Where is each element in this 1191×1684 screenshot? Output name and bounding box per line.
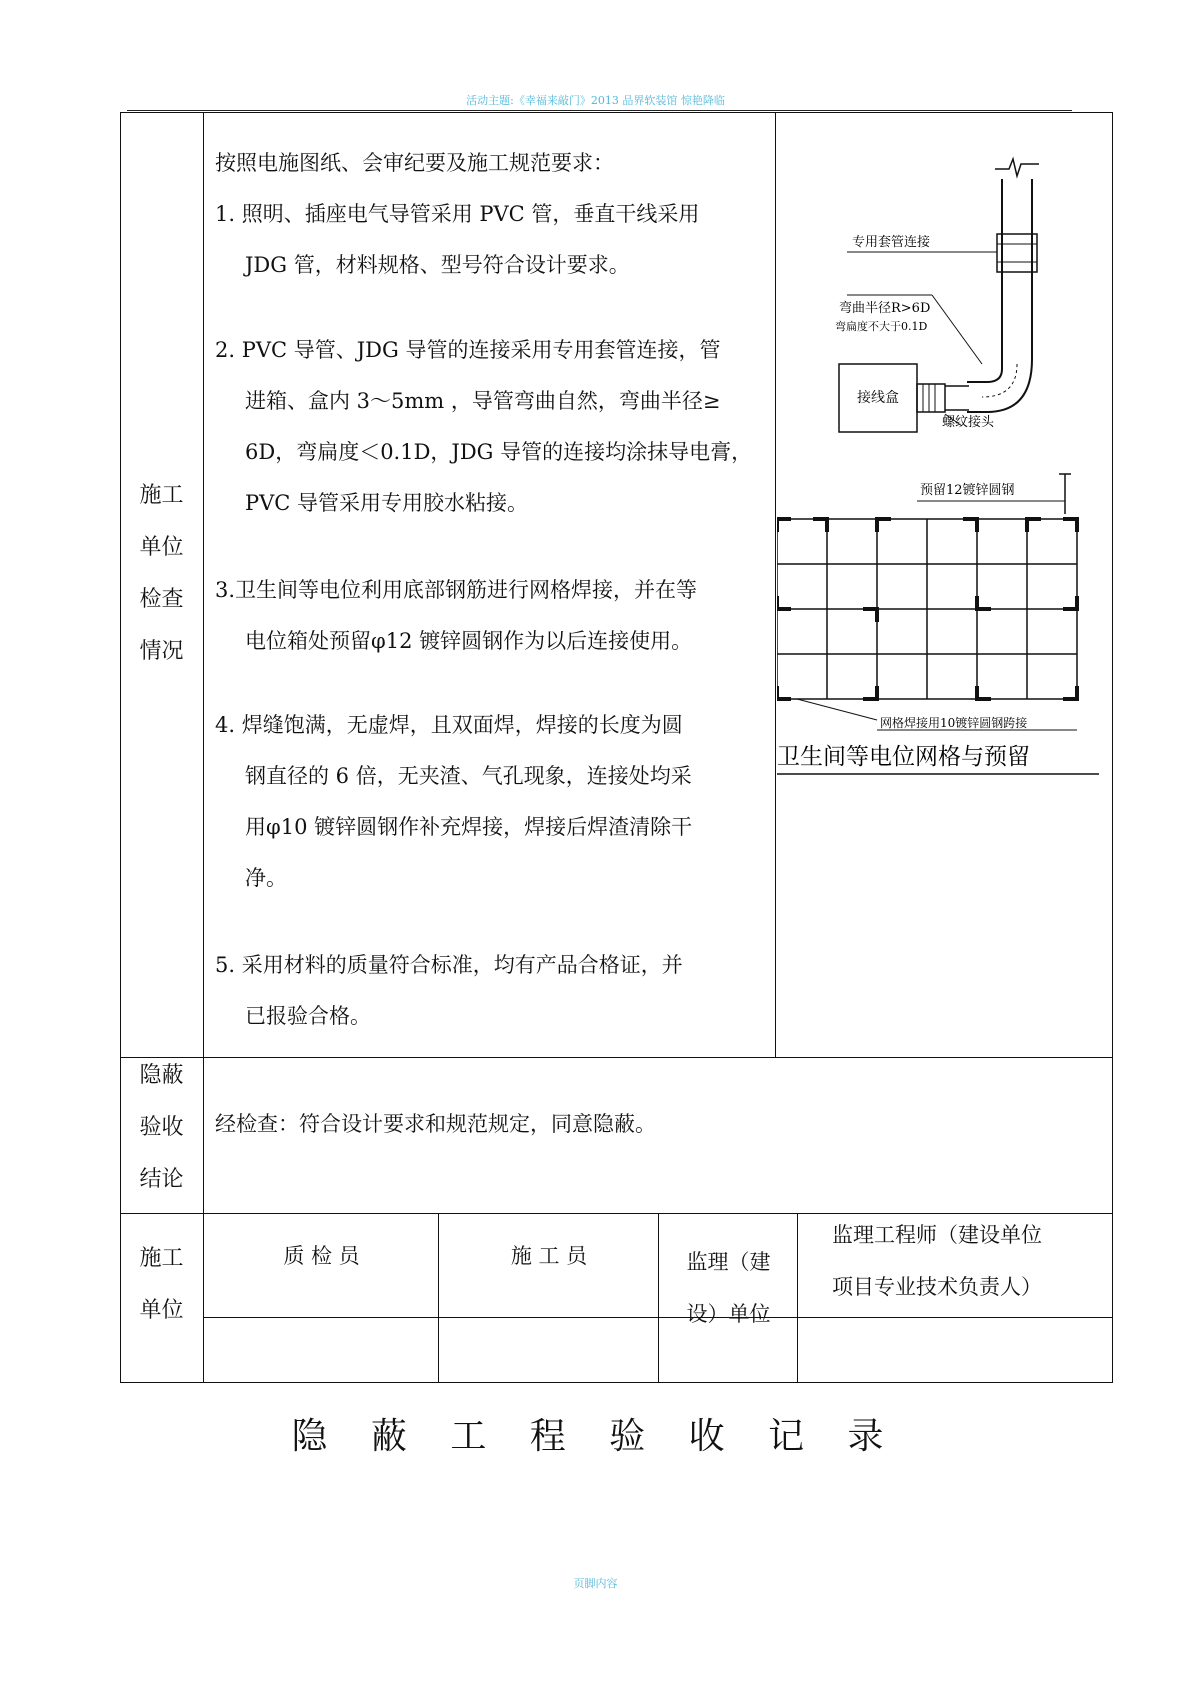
weld-label: 网格焊接用10镀锌圆钢跨接: [880, 716, 1028, 730]
signoff-label-line: 单位: [139, 1298, 184, 1323]
sleeve-label: 专用套管连接: [852, 235, 931, 250]
inspection-label-line: 单位: [139, 535, 184, 560]
diagram-caption: 卫生间等电位网格与预留: [777, 744, 1030, 770]
signoff-label: [120, 1233, 203, 1337]
conclusion-label: [120, 1050, 203, 1206]
conclusion-label-line: 验收: [139, 1115, 184, 1140]
page-title: 隐 蔽 工 程 验 收 记 录: [291, 1416, 900, 1457]
inspection-item-1: [215, 189, 770, 291]
engineer-header: [800, 1209, 1122, 1313]
equipotential-grid: [777, 519, 1077, 699]
supervisor-header-line: 设）单位: [686, 1302, 771, 1326]
weld-leader: [797, 699, 877, 720]
inspection-item-2: [215, 325, 770, 529]
table-row-divider-1: [120, 1057, 1113, 1058]
table-sign-divider-3: [797, 1213, 798, 1382]
header-note: 活动主题:《幸福来敲门》2013 品界软装馆 惊艳降临: [466, 94, 725, 107]
constructor-header: 施 工 员: [510, 1244, 588, 1268]
junction-box-label: 接线盒: [857, 390, 899, 406]
item-line: 4. 焊缝饱满，无虚焊，且双面焊，焊接的长度为圆: [215, 713, 683, 737]
inspection-label-line: 施工: [139, 483, 184, 508]
item-line: 钢直径的 6 倍，无夹渣、气孔现象，连接处均采: [245, 764, 692, 788]
inspector-header: 质 检 员: [283, 1244, 360, 1268]
table-sign-divider-2: [658, 1213, 659, 1382]
engineer-header-line: 监理工程师（建设单位: [832, 1223, 1042, 1247]
thread-joint-label: 螺纹接头: [942, 415, 995, 430]
flatness-label: 弯扁度不大于0.1D: [835, 320, 928, 333]
table-label-divider: [203, 112, 204, 1382]
item-line: 6D，弯扁度＜0.1D，JDG 导管的连接均涂抹导电膏，: [245, 440, 753, 464]
bend-radius-label: 弯曲半径R>6D: [839, 301, 931, 316]
conclusion-text: [215, 1099, 770, 1150]
supervisor-header: [660, 1236, 797, 1340]
item-line: 已报验合格。: [245, 1004, 371, 1028]
table-top-border: [120, 112, 1113, 113]
inspection-label-line: 情况: [139, 639, 184, 664]
supervisor-header-line: 监理（建: [686, 1250, 771, 1274]
inspection-item-4: [215, 700, 770, 904]
inspection-item-3: [215, 565, 770, 667]
item-line: 用φ10 镀锌圆钢作补充焊接，焊接后焊渣清除干: [245, 815, 693, 839]
conclusion-label-line: 隐蔽: [139, 1063, 184, 1088]
inspection-label-line: 检查: [139, 587, 184, 612]
conduit-diagram: [777, 114, 1111, 794]
table-right-border: [1112, 112, 1113, 1382]
item-line: 5. 采用材料的质量符合标准，均有产品合格证，并: [215, 953, 683, 977]
header-rule: [127, 110, 1072, 111]
conclusion-label-line: 结论: [139, 1167, 184, 1192]
inspection-label: [120, 470, 203, 678]
item-line: 进箱、盒内 3～5mm ，导管弯曲自然，弯曲半径≥: [245, 389, 721, 413]
inspection-item-5: [215, 940, 770, 1042]
inspection-intro: [215, 138, 770, 189]
signoff-label-line: 施工: [139, 1246, 184, 1271]
item-line: 净。: [245, 866, 287, 890]
item-line: JDG 管，材料规格、型号符合设计要求。: [245, 253, 630, 277]
item-line: 1. 照明、插座电气导管采用 PVC 管，垂直干线采用: [215, 202, 700, 226]
table-diagram-divider: [775, 112, 776, 1057]
item-line: 3.卫生间等电位利用底部钢筋进行网格焊接，并在等: [215, 578, 698, 602]
engineer-header-line: 项目专业技术负责人）: [832, 1275, 1042, 1299]
footer-note: 页脚内容: [573, 1577, 618, 1590]
reserve-steel-label: 预留12镀锌圆钢: [920, 483, 1015, 498]
item-line: PVC 导管采用专用胶水粘接。: [245, 491, 529, 515]
table-bottom-border: [120, 1382, 1113, 1383]
item-line: 电位箱处预留φ12 镀锌圆钢作为以后连接使用。: [245, 629, 693, 653]
inspection-intro-text: 按照电施图纸、会审纪要及施工规范要求：: [215, 151, 614, 175]
item-line: 2. PVC 导管、JDG 导管的连接采用专用套管连接，管: [215, 338, 721, 362]
conclusion-text-line: 经检查：符合设计要求和规范规定，同意隐蔽。: [215, 1112, 656, 1136]
table-sign-divider-1: [438, 1213, 439, 1382]
